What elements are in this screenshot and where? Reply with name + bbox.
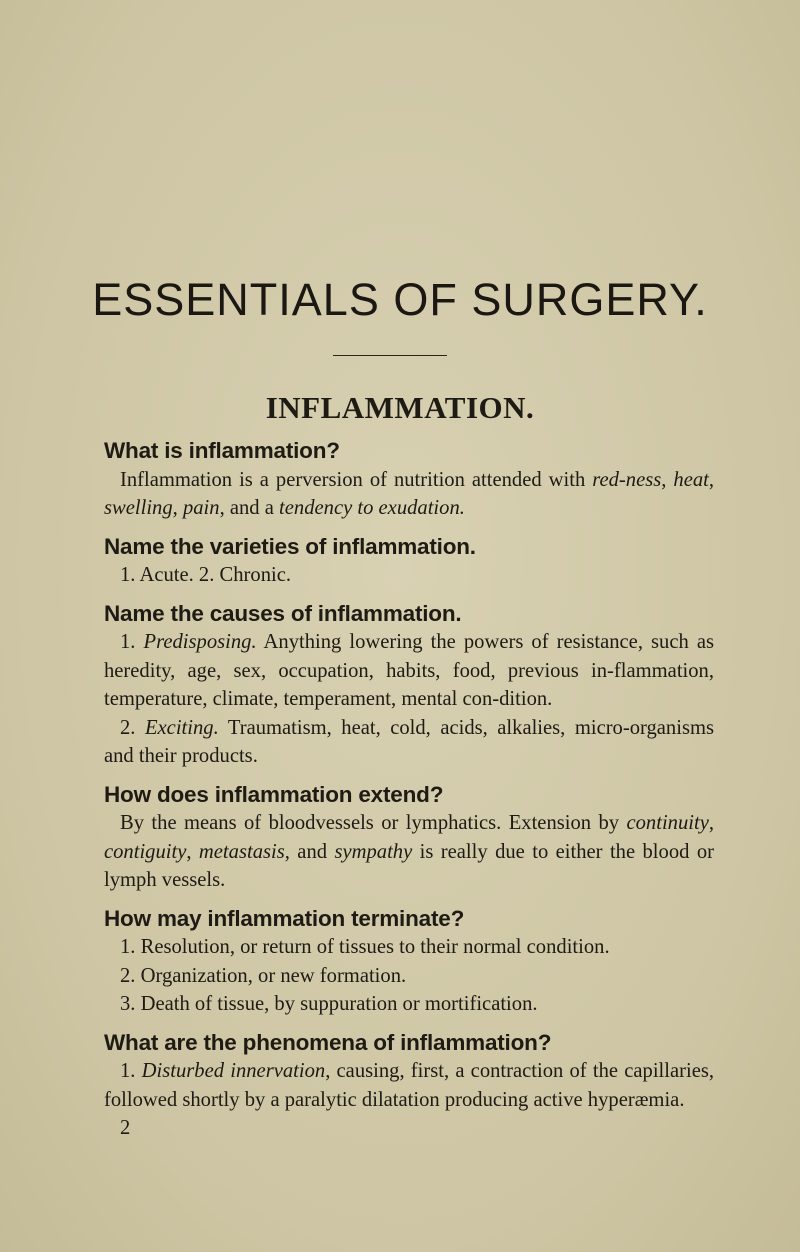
question-phenomena: What are the phenomena of inflammation? bbox=[104, 1029, 552, 1055]
term-predisposing: Predisposing. bbox=[143, 631, 257, 653]
question-definition: What is inflammation? bbox=[104, 438, 340, 463]
page-number: 2 bbox=[120, 1117, 131, 1139]
term-exudation: tendency to exudation. bbox=[279, 497, 465, 519]
list-item: 1. Resolution, or return of tissues to their normal condition. bbox=[120, 936, 610, 958]
separator: , bbox=[186, 840, 199, 863]
question-causes: Name the causes of inflammation. bbox=[104, 600, 462, 626]
separator: , bbox=[661, 468, 674, 491]
term-continuity: continuity bbox=[626, 812, 709, 834]
book-title: ESSENTIALS OF SURGERY. bbox=[92, 274, 708, 325]
term-contiguity: contiguity bbox=[104, 840, 187, 863]
term-disturbed-innervation: Disturbed innervation bbox=[141, 1060, 326, 1082]
answer-definition bbox=[104, 466, 714, 523]
separator: , bbox=[172, 497, 183, 519]
separator: , bbox=[708, 812, 714, 834]
list-item bbox=[104, 714, 714, 771]
answer-text: Inflammation is a perversion of nutrition attended with bbox=[120, 468, 593, 491]
separator: , and bbox=[284, 840, 335, 863]
term-swelling: swelling bbox=[104, 497, 173, 519]
item-text: Anything lowering the powers of resistance, such as heredity, age, sex, occupation, habits, food, previous in-flammation, temperature, climate, temperament, mental con-dition. bbox=[104, 631, 715, 710]
answer-text: By the means of bloodvessels or lymphatics. Extension by bbox=[120, 812, 627, 834]
separator: , and a bbox=[219, 497, 280, 519]
list-item bbox=[104, 1057, 714, 1114]
page-content bbox=[104, 437, 714, 1143]
list-item: 2. Organization, or new formation. bbox=[120, 964, 407, 987]
title-rule bbox=[333, 355, 447, 356]
chapter-title: INFLAMMATION. bbox=[265, 390, 535, 425]
answer-varieties: 1. Acute. 2. Chronic. bbox=[120, 564, 292, 586]
answer-extension bbox=[104, 809, 714, 895]
term-pain: pain bbox=[182, 497, 220, 519]
question-termination: How may inflammation terminate? bbox=[104, 905, 465, 931]
item-number: 1. bbox=[120, 631, 144, 653]
term-metastasis: metastasis bbox=[198, 840, 285, 863]
item-text: , causing, first, a contraction of the capillaries, followed shortly by a paralytic dilatation producing active hyperæmia. bbox=[104, 1060, 715, 1111]
list-item bbox=[104, 628, 714, 714]
term-heat: heat bbox=[673, 468, 709, 491]
answer-text: is really due to either the blood or lymph vessels. bbox=[104, 840, 714, 891]
term-redness: red-ness bbox=[592, 468, 662, 491]
question-varieties: Name the varieties of inflammation. bbox=[104, 533, 476, 559]
term-exciting: Exciting. bbox=[144, 716, 219, 739]
term-sympathy: sympathy bbox=[334, 840, 413, 863]
item-number: 1. bbox=[120, 1060, 142, 1082]
question-extension: How does inflammation extend? bbox=[104, 781, 444, 807]
item-text: Traumatism, heat, cold, acids, alkalies, micro-organisms and their products. bbox=[104, 716, 715, 767]
separator: , bbox=[708, 468, 715, 491]
list-item: 3. Death of tissue, by suppuration or mortification. bbox=[120, 993, 538, 1015]
item-number: 2. bbox=[120, 716, 145, 739]
